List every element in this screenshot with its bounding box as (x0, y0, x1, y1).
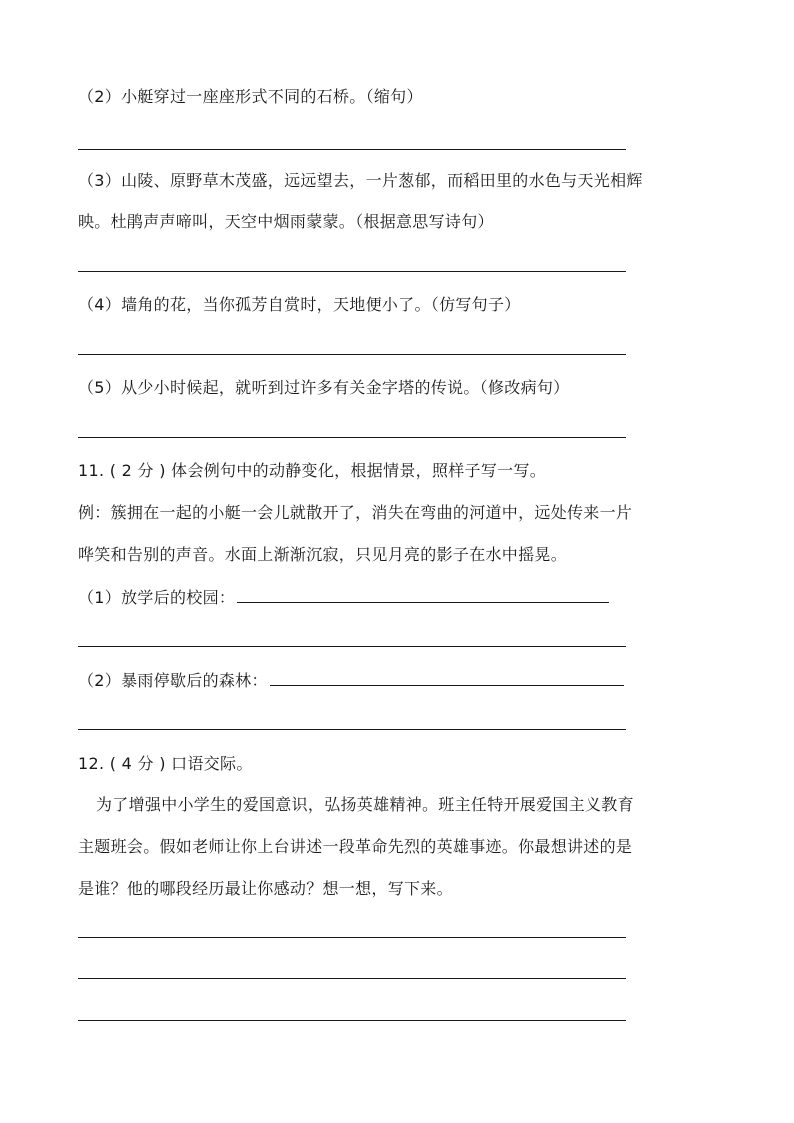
question-11-sub2-label: （2）暴雨停歇后的森林： (78, 671, 268, 690)
question-11-sub1-label: （1）放学后的校园： (78, 588, 236, 607)
question-3-text-line1: （3）山陵、原野草木茂盛，远远望去，一片葱郁，而稻田里的水色与天光相辉 (78, 171, 643, 190)
answer-line[interactable] (270, 671, 624, 686)
answer-line[interactable] (78, 1020, 626, 1021)
question-5-text: （5）从少小时候起，就听到过许多有关金字塔的传说。（修改病句） (78, 378, 570, 397)
answer-line[interactable] (78, 729, 626, 730)
question-12-para-line1: 为了增强中小学生的爱国意识，弘扬英雄精神。班主任特开展爱国主义教育 (96, 795, 634, 814)
question-11-example-line2: 哗笑和告别的声音。水面上渐渐沉寂，只见月亮的影子在水中摇晃。 (78, 545, 568, 564)
answer-line[interactable] (78, 937, 626, 938)
question-11-sub1 (78, 587, 609, 609)
answer-line[interactable] (78, 646, 626, 647)
answer-line[interactable] (78, 149, 626, 150)
question-4-text: （4）墙角的花，当你孤芳自赏时，天地便小了。（仿写句子） (78, 295, 521, 314)
question-12-para-line3: 是谁？他的哪段经历最让你感动？想一想，写下来。 (78, 879, 453, 898)
question-12-para-line2: 主题班会。假如老师让你上台讲述一段革命先烈的英雄事迹。你最想讲述的是 (78, 837, 633, 856)
question-11-example-line1: 例：簇拥在一起的小艇一会儿就散开了，消失在弯曲的河道中，远处传来一片 (78, 503, 633, 522)
question-11-title: 11. ( 2 分 ) 体会例句中的动静变化，根据情景，照样子写一写。 (78, 461, 547, 480)
question-2-text: （2）小艇穿过一座座形式不同的石桥。（缩句） (78, 87, 423, 106)
question-11-sub2 (78, 670, 624, 692)
answer-line[interactable] (78, 271, 626, 272)
answer-line[interactable] (237, 588, 609, 603)
answer-line[interactable] (78, 437, 626, 438)
question-3-text-line2: 映。杜鹃声声啼叫，天空中烟雨蒙蒙。（根据意思写诗句） (78, 212, 494, 231)
question-12-title: 12. ( 4 分 ) 口语交际。 (78, 754, 253, 773)
answer-line[interactable] (78, 354, 626, 355)
answer-line[interactable] (78, 978, 626, 979)
